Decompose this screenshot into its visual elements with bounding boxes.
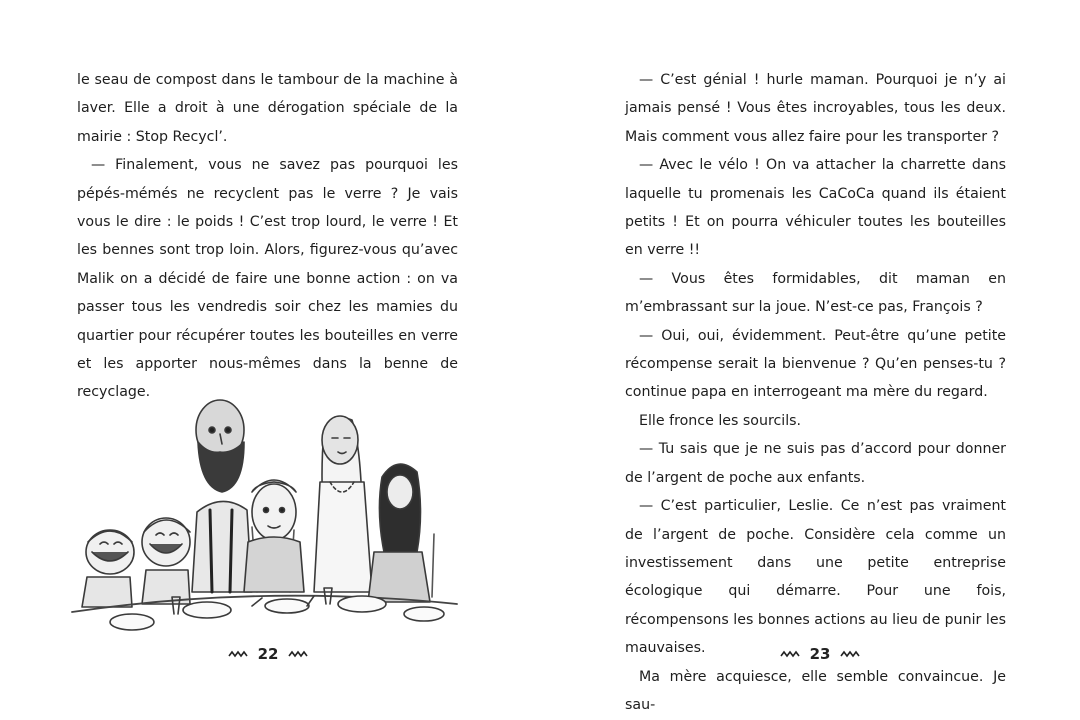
squiggle-ornament-icon <box>780 650 800 658</box>
paragraph: — Vous êtes formidables, dit maman en m’embrassant sur la joue. N’est-ce pas, François ? <box>625 270 1006 316</box>
paragraph: — Oui, oui, évidemment. Peut-être qu’une petite récompense serait la bienvenue ? Qu’en penses-tu ? continue papa en interrogeant ma mère du regard. <box>625 327 1006 401</box>
paragraph: Elle fronce les sourcils. <box>639 412 802 429</box>
paragraph: — Finalement, vous ne savez pas pourquoi les pépés-mémés ne recyclent pas le verre ? Je vais vous le dire : le poids ! C’est trop lourd, le verre ! Et les bennes sont trop loin. Alors, figurez-vous qu’avec Malik on a décidé de faire une bonne action : on va passer tous les vendredis soir chez les mamies du quartier pour récupérer toutes les bouteilles en verre et les apporter nous-mêmes dans la benne de recyclage. <box>77 157 458 401</box>
paragraph: — C’est génial ! hurle maman. Pourquoi je n’y ai jamais pensé ! Vous êtes incroyables, tous les deux. Mais comment vous allez faire pour les transporter ? <box>625 72 1006 145</box>
family-dinner-illustration <box>62 392 462 642</box>
squiggle-ornament-icon <box>288 650 308 658</box>
page-number-right <box>770 644 870 663</box>
paragraph: — C’est particulier, Leslie. Ce n’est pas vraiment de l’argent de poche. Considère cela comme un investissement dans une petite entreprise écologique qui démarre. Pour une fois, récompensons les bonnes actions au lieu de punir les mauvaises. <box>625 498 1006 657</box>
page-number: 23 <box>809 644 831 663</box>
right-page <box>540 0 1080 720</box>
page-number-left <box>218 644 318 663</box>
paragraph: — Avec le vélo ! On va attacher la charrette dans laquelle tu promenais les CaCoCa quand ils étaient petits ! Et on pourra véhiculer toutes les bouteilles en verre !! <box>625 157 1006 259</box>
paragraph: — Tu sais que je ne suis pas d’accord pour donner de l’argent de poche aux enfants. <box>625 441 1006 486</box>
squiggle-ornament-icon <box>228 650 248 658</box>
paragraph: Ma mère acquiesce, elle semble convaincue. Je sau- <box>625 668 1006 713</box>
squiggle-ornament-icon <box>840 650 860 658</box>
paragraph: le seau de compost dans le tambour de la machine à laver. Elle a droit à une dérogation spéciale de la mairie : Stop Recycl’. <box>77 72 458 145</box>
page-number: 22 <box>257 644 279 663</box>
left-page-text <box>77 66 458 407</box>
right-page-text <box>625 66 1006 719</box>
